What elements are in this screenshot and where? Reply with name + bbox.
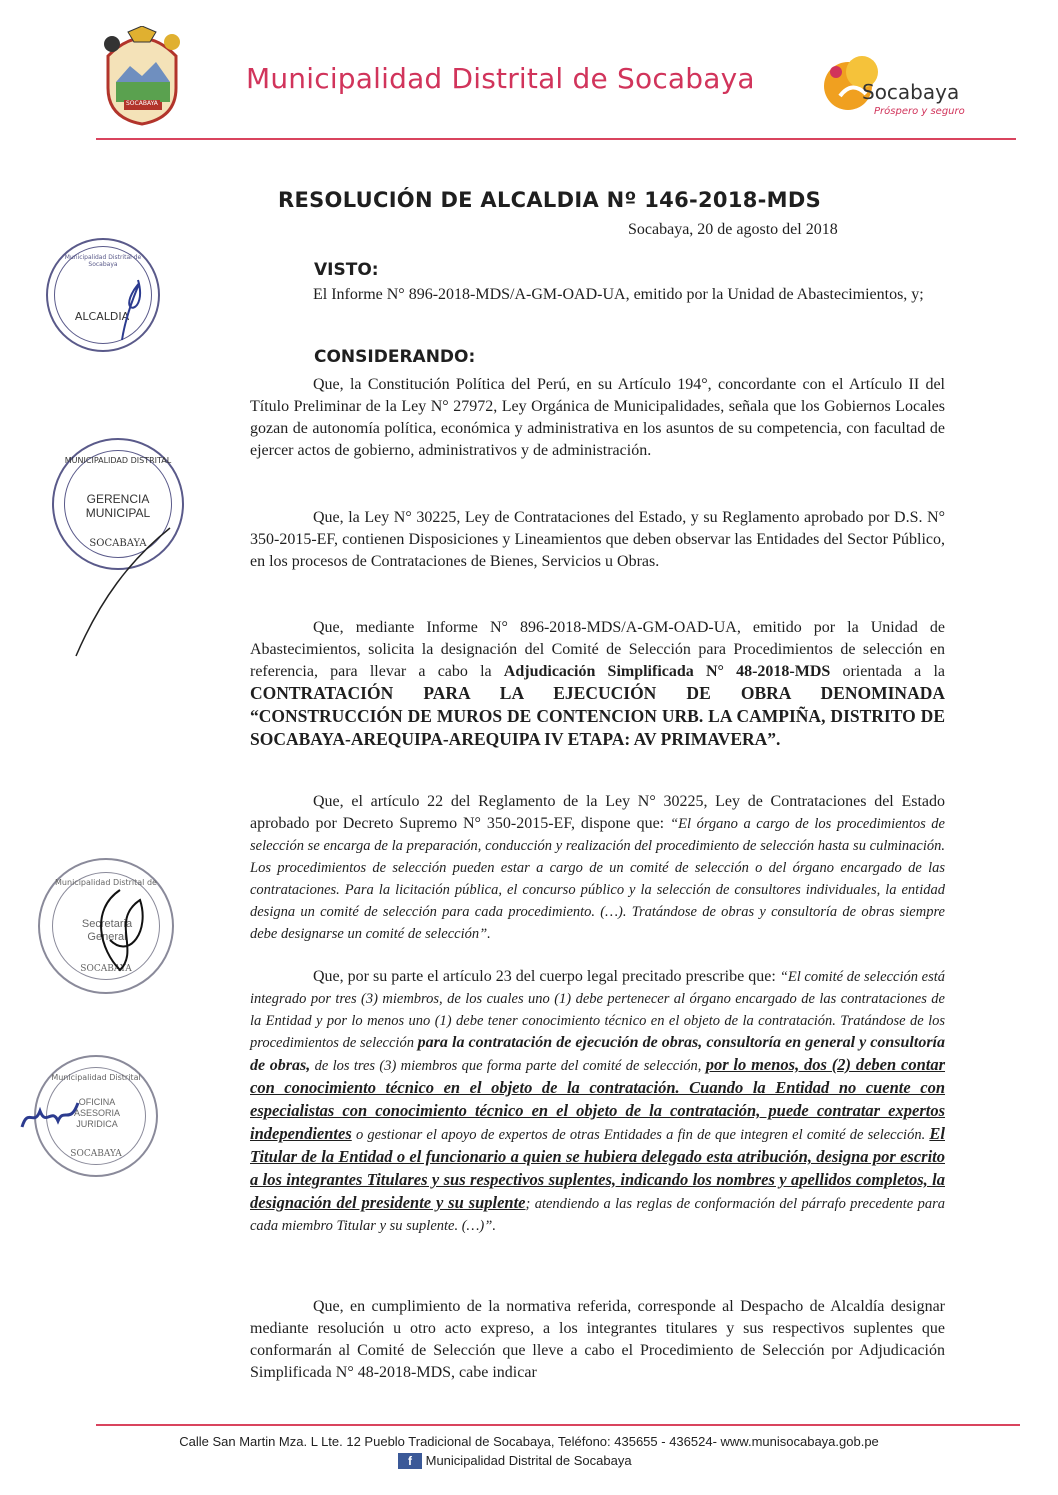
visto-paragraph <box>250 284 945 306</box>
stamp-top-text: Municipalidad Distrital <box>51 1073 141 1082</box>
footer-facebook <box>398 1452 632 1469</box>
signature-line <box>60 520 180 660</box>
paragraph-text: Que, la Ley N° 30225, Ley de Contrataciones del Estado, y su Reglamento aprobado por D.S. N° 350-2015-EF, contienen Disposiciones y Lineamientos que deben observar las Entidades del Sector Público, en los procesos de Contrataciones de Bienes, Servicios u Obras. <box>250 509 945 570</box>
considerando-paragraph-4 <box>250 791 945 945</box>
legal-quote: de los tres (3) miembros que forma parte del comité de selección, <box>310 1058 706 1074</box>
resolution-title: RESOLUCIÓN DE ALCALDIA Nº 146-2018-MDS <box>278 188 822 212</box>
contract-object: CONTRATACIÓN PARA LA EJECUCIÓN DE OBRA DENOMINADA “CONSTRUCCIÓN DE MUROS DE CONTENCION URB. LA CAMPIÑA, DISTRITO DE SOCABAYA-AREQUIPA-AREQUIPA IV ETAPA: AV PRIMAVERA”. <box>250 683 945 749</box>
paragraph-text <box>250 617 945 752</box>
considerando-paragraph-2 <box>250 507 945 573</box>
socabaya-brand-logo <box>818 50 978 124</box>
stamp-center-text: Secretaria General <box>81 918 133 943</box>
signature-mark <box>18 1097 98 1137</box>
legal-quote: ; atendiendo a las reglas de conformación del párrafo precedente para cada miembro Titular y su suplente. (…)”. <box>250 1196 945 1234</box>
procedure-name: Adjudicación Simplificada N° 48-2018-MDS <box>503 663 831 680</box>
asesoria-stamp <box>34 1055 158 1177</box>
legal-quote: “El órgano a cargo de los procedimientos de selección se encarga de la preparación, conducción y realización del procedimiento de selección hasta su culminación. Los procedimientos de selección pueden estar a cargo de un comité de selección o del órgano encargado de las contrataciones. Para la licitación pública, el concurso público y la selección de consultores individuales, la entidad designa un comité de selección para cada procedimiento. (…). Tratándose de obras y consultoría de obras siempre debe designarse un comité de selección”. <box>250 816 945 942</box>
signature-mark <box>80 880 170 980</box>
municipal-crest-logo <box>98 26 186 126</box>
stamp-center-text: OFICINA ASESORIA JURIDICA <box>73 1097 120 1129</box>
header-rule <box>96 138 1016 140</box>
stamp-top-text: Municipalidad Distrital de <box>55 878 157 887</box>
stamp-bottom-text: SOCABAYA <box>89 538 147 549</box>
stamp-bottom-text: SOCABAYA <box>80 964 132 974</box>
stamp-center-text: ALCALDIA <box>74 310 130 323</box>
facebook-page-name: Municipalidad Distrital de Socabaya <box>425 1453 632 1469</box>
text-run: orientada a la <box>830 663 945 680</box>
footer-rule <box>96 1424 1020 1426</box>
paragraph-text <box>250 791 945 945</box>
alcaldia-stamp <box>46 238 160 352</box>
paragraph-text: Que, en cumplimiento de la normativa referida, corresponde al Despacho de Alcaldía designar mediante resolución u otro acto expreso, a los integrantes titulares y sus respectivos suplentes que conformarán al Comité de Selección que lleve a cabo el Procedimiento de Selección por Adjudicación Simplificada N° 48-2018-MDS, cabe indicar <box>250 1298 945 1381</box>
facebook-icon: f <box>398 1453 422 1469</box>
stamp-center-text: GERENCIA MUNICIPAL <box>85 492 151 520</box>
paragraph-text: Que, la Constitución Política del Perú, en su Artículo 194°, concordante con el Artículo II del Título Preliminar de la Ley N° 27972, Ley Orgánica de Municipalidades, señala que los Gobiernos Locales gozan de autonomía política, económica y administrativa en los asuntos de su competencia, con facultad de ejercer actos de gobierno, administrativos y de administración. <box>250 376 945 459</box>
signature-mark <box>108 260 168 350</box>
visto-text: El Informe N° 896-2018-MDS/A-GM-OAD-UA, emitido por la Unidad de Abastecimientos, y; <box>313 286 924 303</box>
stamp-bottom-text: SOCABAYA <box>70 1149 122 1159</box>
brand-name: Socabaya <box>862 80 960 104</box>
header-title: Municipalidad Distrital de Socabaya <box>246 62 755 95</box>
paragraph-text <box>250 966 945 1237</box>
footer-address: Calle San Martin Mza. L Lte. 12 Pueblo Tradicional de Socabaya, Teléfono: 435655 - 436524- www.munisocabaya.gob.pe <box>179 1434 879 1449</box>
underlined-emphasis: por lo menos, dos (2) deben contar con conocimiento técnico en el objeto de la contratación. Cuando la Entidad no cuente con especialistas con conocimiento técnico en el objeto de la contratación, puede contratar expertos independientes <box>250 1055 946 1143</box>
legal-quote: “El comité de selección está integrado por tres (3) miembros, de los cuales uno (1) debe pertenecer al órgano encargado de las contrataciones de la Entidad y por lo menos uno (1) debe tener conocimiento técnico en el objeto de la contratación. Tratándose de los procedimientos de selección <box>250 969 945 1051</box>
brand-tagline: Próspero y seguro <box>874 106 965 117</box>
considerando-heading: CONSIDERANDO: <box>314 347 476 367</box>
emphasis-text: para la contratación de ejecución de obras, consultoría en general y consultoría de obras, <box>250 1034 945 1074</box>
crest-caption: SOCABAYA <box>126 100 158 107</box>
considerando-paragraph-5 <box>250 966 945 1237</box>
visto-heading: VISTO: <box>314 260 379 280</box>
considerando-paragraph-6 <box>250 1296 945 1384</box>
text-run: Que, por su parte el artículo 23 del cuerpo legal precitado prescribe que: <box>313 968 780 985</box>
stamp-top-text: MUNICIPALIDAD DISTRITAL <box>64 456 172 465</box>
considerando-paragraph-1 <box>250 374 945 462</box>
considerando-paragraph-3 <box>250 617 945 752</box>
text-run: Que, el artículo 22 del Reglamento de la Ley N° 30225, Ley de Contrataciones del Estado aprobado por Decreto Supremo N° 350-2015-EF, dispone que: <box>250 793 945 832</box>
secretaria-stamp <box>38 858 174 994</box>
legal-quote: o gestionar el apoyo de expertos de otras Entidades a fin de que integren el comité de selección. <box>351 1127 930 1143</box>
underlined-emphasis: El Titular de la Entidad o el funcionario a quien se hubiera delegado esta atribución, designa por escrito a los integrantes Titulares y sus respectivos suplentes, indicando los nombres y apellidos completos, la designación del presidente y su suplente <box>250 1124 945 1212</box>
text-run: Que, mediante Informe N° 896-2018-MDS/A-GM-OAD-UA, emitido por la Unidad de Abastecimientos, solicita la designación del Comité de Selección para Procedimientos de selección en referencia, para llevar a cabo la <box>250 619 945 680</box>
stamp-top-text: Municipalidad Distrital de Socabaya <box>64 254 142 268</box>
resolution-date: Socabaya, 20 de agosto del 2018 <box>628 221 838 238</box>
